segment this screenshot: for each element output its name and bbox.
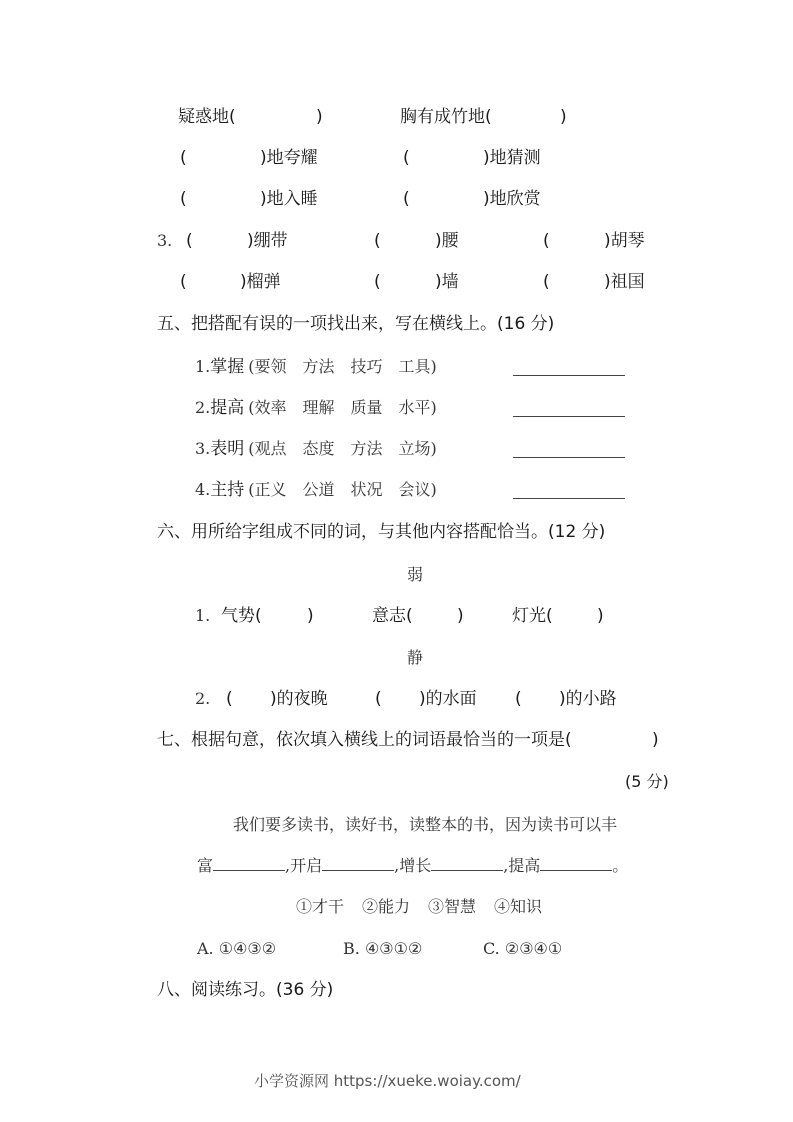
item-number: 1. xyxy=(195,606,211,625)
fill-item: )腰 xyxy=(435,231,459,251)
section-heading: 八、阅读练习。(36 分) xyxy=(157,980,334,1000)
item-options: (观点 态度 方法 立场) xyxy=(248,439,437,458)
paren-open: ( xyxy=(403,189,410,209)
fill-item: )祖国 xyxy=(604,272,645,292)
item-options: (效率 理解 质量 水平) xyxy=(248,398,437,417)
paren-close: ) xyxy=(560,107,567,127)
question-number: 3. xyxy=(157,231,173,250)
score-label: (5 分) xyxy=(625,772,669,791)
paren-close: ) xyxy=(316,107,323,127)
fill-item: )地欣赏 xyxy=(483,189,541,209)
fill-item: )墙 xyxy=(435,272,459,292)
passage-line: 富 ,开启 ,增长 ,提高 。 xyxy=(197,856,629,875)
list-item xyxy=(195,356,437,378)
fill-item: )地入睡 xyxy=(260,189,318,209)
list-item xyxy=(195,479,437,501)
section-heading: 七、根据句意，依次填入横线上的词语最恰当的一项是( xyxy=(157,730,572,750)
item-number: 2. xyxy=(195,689,211,708)
answer-blank[interactable] xyxy=(540,856,612,871)
item-number: 3. xyxy=(195,439,211,458)
item-number: 2. xyxy=(195,398,211,417)
answer-blank[interactable] xyxy=(513,416,625,417)
fill-item: 气势( xyxy=(221,606,262,626)
fill-item: 疑惑地( xyxy=(178,107,236,127)
section-heading: 六、用所给字组成不同的词，与其他内容搭配恰当。(12 分) xyxy=(157,522,606,542)
paren-open: ( xyxy=(403,148,410,168)
paren-open: ( xyxy=(543,272,550,292)
item-word: 主持 xyxy=(210,480,245,500)
fill-item: )胡琴 xyxy=(604,231,645,251)
paren-open: ( xyxy=(543,231,550,251)
fill-item: )的夜晚 xyxy=(270,689,328,709)
paren-open: ( xyxy=(180,272,187,292)
paren-open: ( xyxy=(374,231,381,251)
answer-blank[interactable] xyxy=(213,856,285,871)
word-bank: ①才干 ②能力 ③智慧 ④知识 xyxy=(296,897,543,916)
fill-item: )的小路 xyxy=(559,689,617,709)
item-options: (正义 公道 状况 会议) xyxy=(248,480,437,499)
fill-item: 胸有成竹地( xyxy=(400,107,492,127)
paren-close: ) xyxy=(597,606,604,626)
answer-blank[interactable] xyxy=(513,457,625,458)
given-char: 静 xyxy=(407,648,424,667)
paren-open: ( xyxy=(180,189,187,209)
choice-a[interactable]: A. ①④③② xyxy=(197,939,277,958)
footer-watermark: 小学资源网 https://xueke.woiay.com/ xyxy=(254,1072,521,1090)
choice-c[interactable]: C. ②③④① xyxy=(483,939,563,958)
paren-close: ) xyxy=(457,606,464,626)
given-char: 弱 xyxy=(407,565,424,584)
fill-item: )地夸耀 xyxy=(260,148,318,168)
answer-blank[interactable] xyxy=(431,856,503,871)
paren-open: ( xyxy=(374,272,381,292)
item-word: 提高 xyxy=(210,398,245,418)
paren-open: ( xyxy=(226,689,233,709)
choice-b[interactable]: B. ④③①② xyxy=(343,939,423,958)
fill-item: )绷带 xyxy=(247,231,288,251)
paren-open: ( xyxy=(375,689,382,709)
section-heading: 五、把搭配有误的一项找出来，写在横线上。(16 分) xyxy=(157,314,555,334)
paren-close: ) xyxy=(652,730,659,750)
item-number: 4. xyxy=(195,480,211,499)
fill-item: )的水面 xyxy=(419,689,477,709)
list-item xyxy=(195,397,437,419)
paren-open: ( xyxy=(186,231,193,251)
answer-blank[interactable] xyxy=(513,375,625,376)
answer-blank[interactable] xyxy=(513,498,625,499)
paren-open: ( xyxy=(180,148,187,168)
item-options: (要领 方法 技巧 工具) xyxy=(248,357,437,376)
fill-item: 意志( xyxy=(372,606,413,626)
answer-blank[interactable] xyxy=(322,856,394,871)
item-word: 掌握 xyxy=(210,357,245,377)
paren-close: ) xyxy=(307,606,314,626)
fill-item: )榴弹 xyxy=(240,272,281,292)
list-item xyxy=(195,438,437,460)
item-number: 1. xyxy=(195,357,211,376)
passage-line: 我们要多读书，读好书，读整本的书，因为读书可以丰 xyxy=(233,815,618,834)
fill-item: 灯光( xyxy=(512,606,553,626)
paren-open: ( xyxy=(515,689,522,709)
item-word: 表明 xyxy=(210,439,245,459)
fill-item: )地猜测 xyxy=(483,148,541,168)
